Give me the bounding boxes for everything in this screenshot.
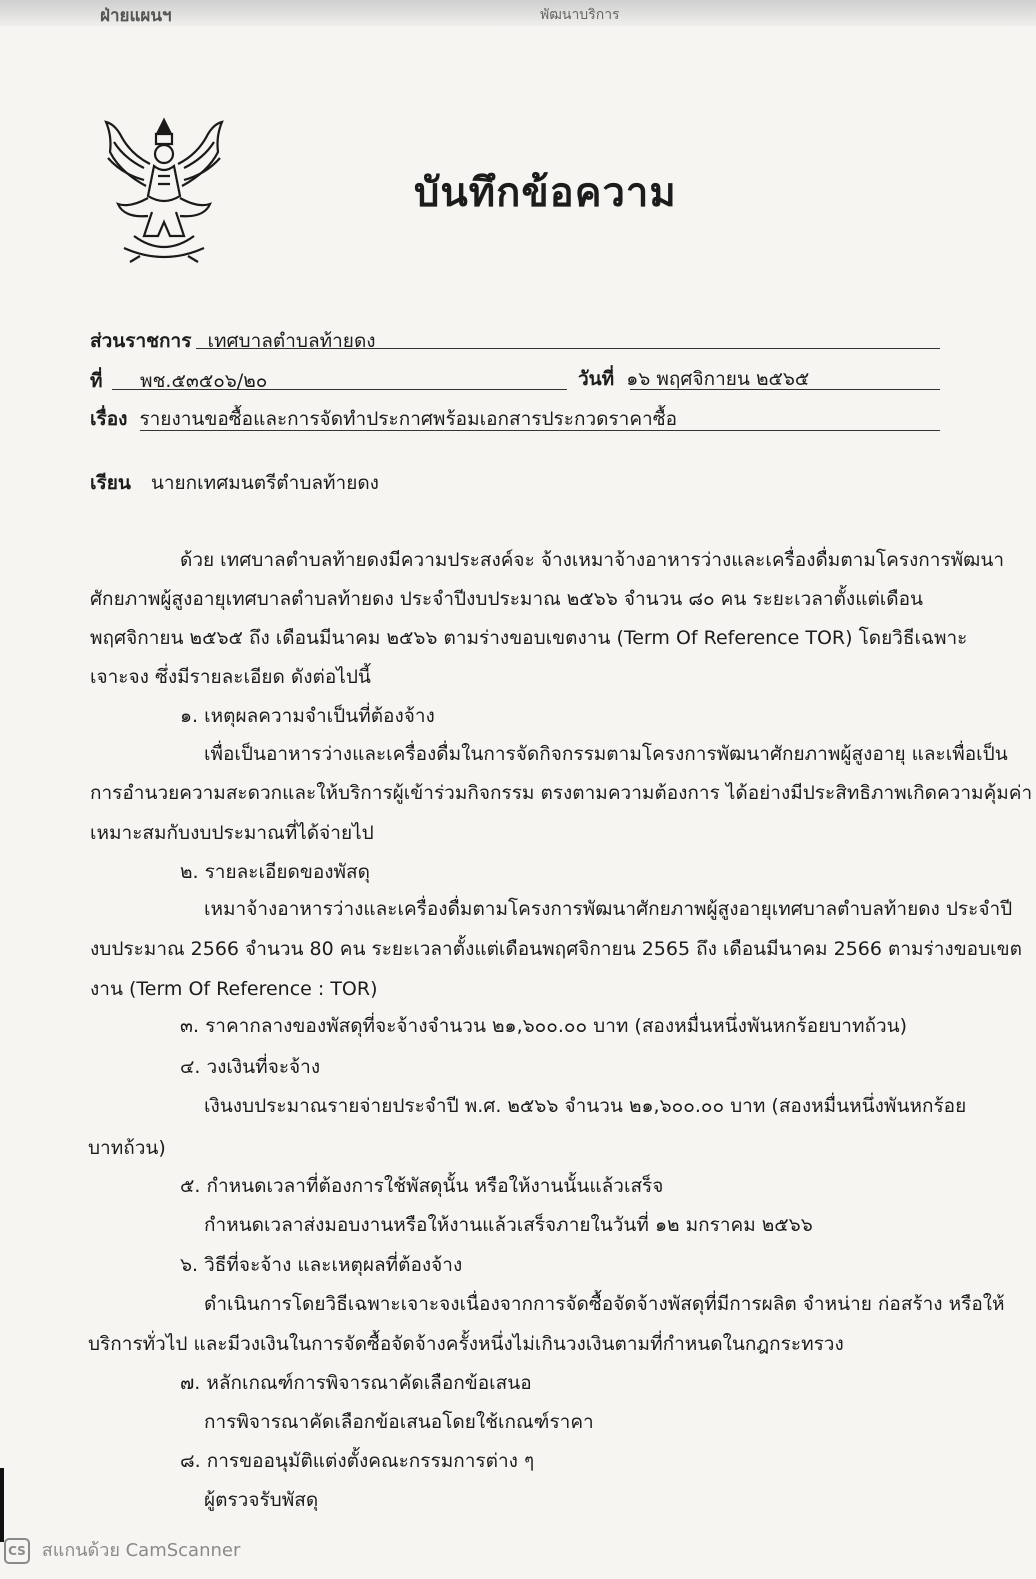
section-4-heading: ๔. วงเงินที่จะจ้าง [180,1056,321,1078]
section-7-line-1: การพิจารณาคัดเลือกข้อเสนอโดยใช้เกณฑ์ราคา [204,1411,594,1433]
agency-underline [196,348,940,349]
section-3-heading: ๓. ราคากลางของพัสดุที่จะจ้างจำนวน ๒๑,๖๐๐.๐๐ บาท (สองหมื่นหนึ่งพันหกร้อยบาทถ้วน) [180,1015,908,1037]
section-4-line-1: เงินงบประมาณรายจ่ายประจำปี พ.ศ. ๒๕๖๖ จำนวน ๒๑,๖๐๐.๐๐ บาท (สองหมื่นหนึ่งพันหกร้อย [204,1095,967,1117]
to-label: เรียน [90,472,131,494]
camscanner-footer [4,1535,240,1564]
ref-value: พช.๕๓๕๐๖/๒๐ [140,370,268,392]
agency-label: ส่วนราชการ [90,330,192,352]
subject-underline [140,430,940,431]
section-1-line-1: เพื่อเป็นอาหารว่างและเครื่องดื่มในการจัดกิจกรรมตามโครงการพัฒนาศักยภาพผู้สูงอายุ และเพื่อเป็น [204,743,1008,765]
date-value: ๑๖ พฤศจิกายน ๒๕๖๕ [626,368,810,390]
subject-label: เรื่อง [90,408,128,430]
section-4-line-2: บาทถ้วน) [88,1137,166,1159]
top-strip-right-text: พัฒนาบริการ [540,7,620,23]
date-label: วันที่ [578,368,615,390]
agency-value: เทศบาลตำบลท้ายดง [207,330,376,352]
section-1-line-2: การอำนวยความสะดวกและให้บริการผู้เข้าร่วมกิจกรรม ตรงตามความต้องการ ได้อย่างมีประสิทธิภาพเกิดความคุ้มค่า [90,782,1033,804]
intro-line-2: ศักยภาพผู้สูงอายุเทศบาลตำบลท้ายดง ประจำปีงบประมาณ ๒๕๖๖ จำนวน ๘๐ คน ระยะเวลาตั้งแต่เดือน [90,588,924,610]
intro-line-3: พฤศจิกายน ๒๕๖๕ ถึง เดือนมีนาคม ๒๕๖๖ ตามร่างขอบเขตงาน (Term Of Reference TOR) โดยวิธีเฉพาะ [90,627,968,649]
section-5-line-1: กำหนดเวลาส่งมอบงานหรือให้งานแล้วเสร็จภายในวันที่ ๑๒ มกราคม ๒๕๖๖ [204,1214,813,1236]
section-2-line-3: งาน (Term Of Reference : TOR) [90,978,378,1000]
ref-row [90,366,268,396]
intro-line-1: ด้วย เทศบาลตำบลท้ายดงมีความประสงค์จะ จ้างเหมาจ้างอาหารว่างและเครื่องดื่มตามโครงการพัฒนา [180,549,1004,571]
section-1-line-3: เหมาะสมกับงบประมาณที่ได้จ่ายไป [90,822,374,844]
section-6-line-2: บริการทั่วไป และมีวงเงินในการจัดซื้อจัดจ้างครั้งหนึ่งไม่เกินวงเงินตามที่กำหนดในกฎกระทรวง [88,1333,844,1355]
garuda-emblem-icon [94,112,234,264]
section-8-heading: ๘. การขออนุมัติแต่งตั้งคณะกรรมการต่าง ๆ [180,1450,535,1472]
top-scan-strip [0,0,1036,26]
subject-value: รายงานขอซื้อและการจัดทำประกาศพร้อมเอกสารประกวดราคาซื้อ [139,408,678,430]
memo-title: บันทึกข้อความ [414,170,677,216]
camscanner-logo-icon: CS [4,1538,30,1564]
section-8-line-1: ผู้ตรวจรับพัสดุ [204,1489,319,1511]
top-strip-left-text: ฝ่ายแผนฯ [100,6,172,26]
section-2-line-2: งบประมาณ 2566 จำนวน 80 คน ระยะเวลาตั้งแต่เดือนพฤศจิกายน 2565 ถึง เดือนมีนาคม 2566 ตามร่างขอบเขต [90,938,1022,960]
ref-underline [112,389,567,390]
to-row [90,468,379,498]
section-1-heading: ๑. เหตุผลความจำเป็นที่ต้องจ้าง [180,705,435,727]
camscanner-text: สแกนด้วย CamScanner [41,1540,241,1561]
section-7-heading: ๗. หลักเกณฑ์การพิจารณาคัดเลือกข้อเสนอ [180,1372,532,1394]
intro-line-4: เจาะจง ซึ่งมีรายละเอียด ดังต่อไปนี้ [90,666,371,688]
date-underline [630,389,940,390]
section-2-line-1: เหมาจ้างอาหารว่างและเครื่องดื่มตามโครงการพัฒนาศักยภาพผู้สูงอายุเทศบาลตำบลท้ายดง ประจำปี [204,898,1013,920]
to-value: นายกเทศมนตรีตำบลท้ายดง [150,472,379,494]
section-2-heading: ๒. รายละเอียดของพัสดุ [180,861,370,883]
agency-row [90,326,376,356]
section-6-heading: ๖. วิธีที่จะจ้าง และเหตุผลที่ต้องจ้าง [180,1254,463,1276]
section-6-line-1: ดำเนินการโดยวิธีเฉพาะเจาะจงเนื่องจากการจัดซื้อจัดจ้างพัสดุที่มีการผลิต จำหน่าย ก่อสร้าง หรือให้ [204,1293,1005,1315]
scan-edge-mark [0,1468,4,1542]
ref-label: ที่ [90,370,103,392]
section-5-heading: ๕. กำหนดเวลาที่ต้องการใช้พัสดุนั้น หรือให้งานนั้นแล้วเสร็จ [180,1175,664,1197]
